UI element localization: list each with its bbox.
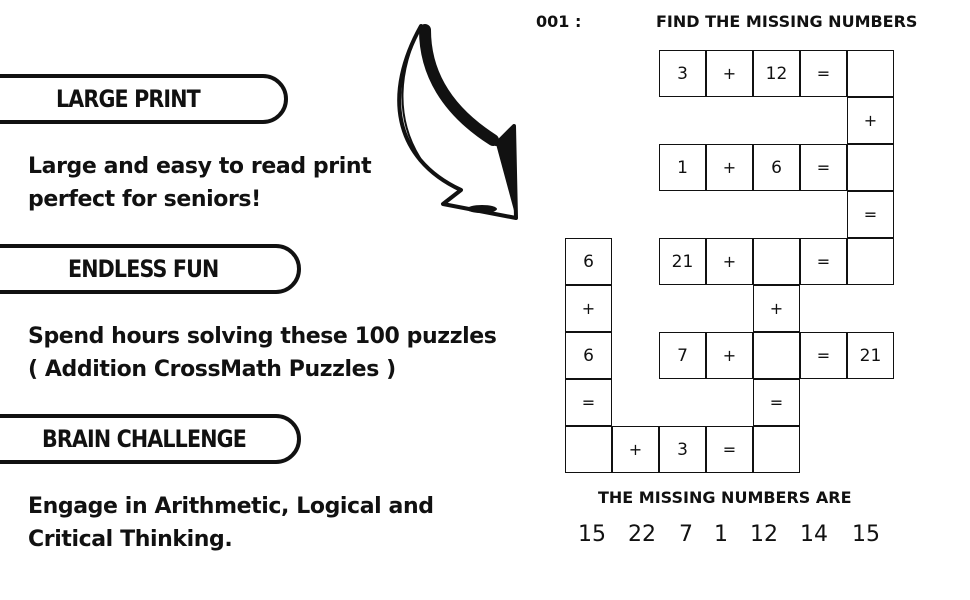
- feature-line: ( Addition CrossMath Puzzles ): [28, 357, 396, 382]
- number-cell: 12: [753, 50, 800, 97]
- puzzle-title: FIND THE MISSING NUMBERS: [656, 12, 918, 31]
- feature-badge-large-print: [0, 74, 288, 124]
- answer-value: 22: [628, 522, 656, 547]
- number-cell: 1: [659, 144, 706, 191]
- empty-cell[interactable]: [847, 144, 894, 191]
- feature-description-endless-fun: [28, 320, 496, 386]
- operator-cell: =: [753, 379, 800, 426]
- number-cell: 7: [659, 332, 706, 379]
- operator-cell: +: [706, 238, 753, 285]
- answer-value: 12: [750, 522, 778, 547]
- feature-line: perfect for seniors!: [28, 187, 261, 212]
- feature-title: BRAIN CHALLENGE: [42, 425, 246, 453]
- operator-cell: =: [706, 426, 753, 473]
- operator-cell: =: [565, 379, 612, 426]
- feature-description-brain-challenge: [28, 490, 434, 556]
- number-cell: 6: [753, 144, 800, 191]
- feature-description-large-print: [28, 150, 371, 216]
- answer-value: 1: [714, 522, 728, 547]
- operator-cell: +: [706, 144, 753, 191]
- operator-cell: +: [612, 426, 659, 473]
- empty-cell[interactable]: [847, 238, 894, 285]
- feature-line: Spend hours solving these 100 puzzles: [28, 324, 497, 349]
- number-cell: 3: [659, 50, 706, 97]
- puzzle-number: 001 :: [536, 12, 582, 31]
- crossmath-grid: [565, 50, 896, 475]
- answer-value: 15: [578, 522, 606, 547]
- empty-cell[interactable]: [565, 426, 612, 473]
- operator-cell: +: [565, 285, 612, 332]
- feature-line: Engage in Arithmetic, Logical and: [28, 494, 434, 519]
- answers-title: THE MISSING NUMBERS ARE: [598, 488, 852, 507]
- number-cell: 3: [659, 426, 706, 473]
- operator-cell: +: [706, 332, 753, 379]
- operator-cell: =: [800, 144, 847, 191]
- answer-value: 14: [800, 522, 828, 547]
- answer-value: 7: [679, 522, 693, 547]
- empty-cell[interactable]: [753, 238, 800, 285]
- feature-badge-brain-challenge: [0, 414, 301, 464]
- operator-cell: +: [847, 97, 894, 144]
- operator-cell: =: [800, 50, 847, 97]
- number-cell: 21: [847, 332, 894, 379]
- feature-title: ENDLESS FUN: [68, 255, 219, 283]
- feature-line: Critical Thinking.: [28, 527, 233, 552]
- empty-cell[interactable]: [753, 426, 800, 473]
- empty-cell[interactable]: [847, 50, 894, 97]
- feature-badge-endless-fun: [0, 244, 301, 294]
- number-cell: 6: [565, 238, 612, 285]
- number-cell: 21: [659, 238, 706, 285]
- feature-line: Large and easy to read print: [28, 154, 372, 179]
- operator-cell: =: [847, 191, 894, 238]
- operator-cell: +: [753, 285, 800, 332]
- empty-cell[interactable]: [753, 332, 800, 379]
- operator-cell: +: [706, 50, 753, 97]
- feature-title: LARGE PRINT: [56, 85, 200, 113]
- answer-value: 15: [852, 522, 880, 547]
- operator-cell: =: [800, 238, 847, 285]
- number-cell: 6: [565, 332, 612, 379]
- operator-cell: =: [800, 332, 847, 379]
